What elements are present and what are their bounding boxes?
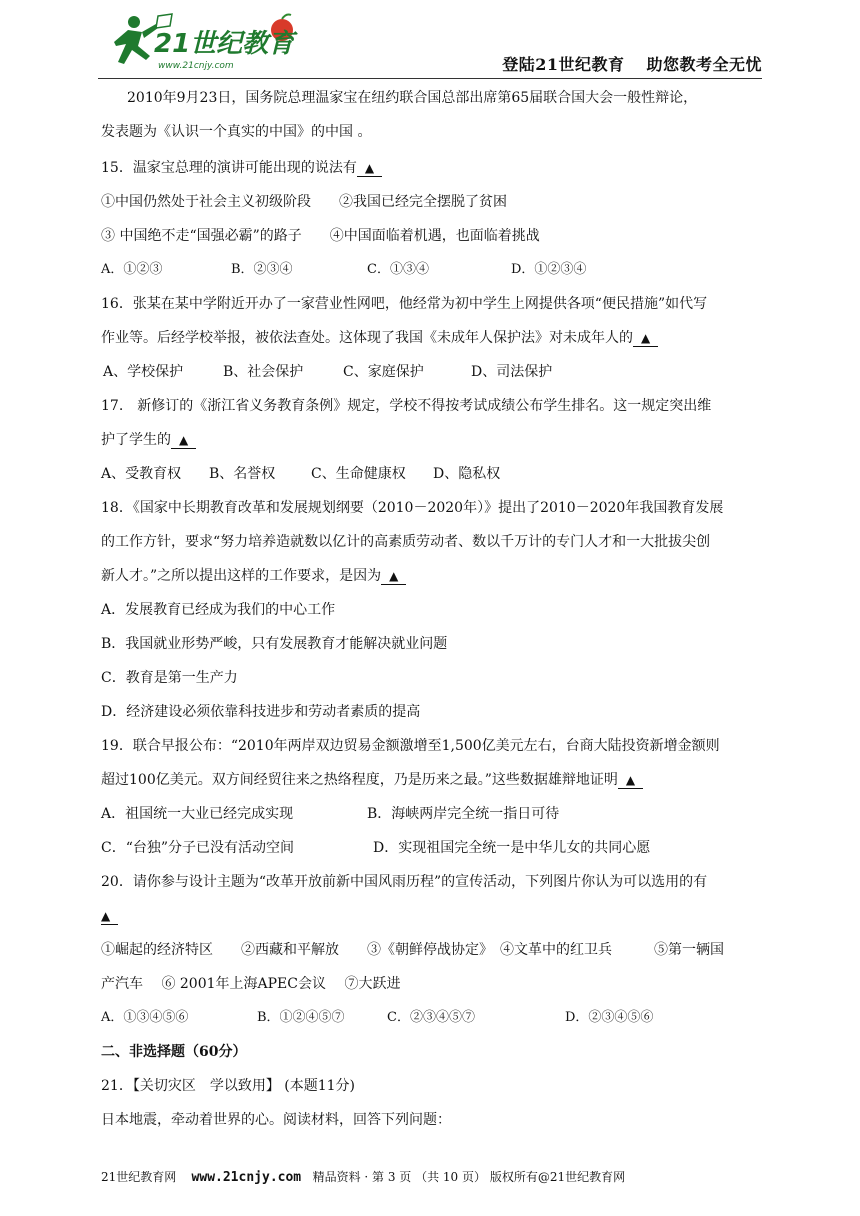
- q18-option-c: C．教育是第一生产力: [101, 670, 238, 686]
- page-footer: [101, 1168, 625, 1185]
- q19-line-2: 超过100亿美元。双方间经贸往来之热络程度，乃是历来之最。”这些数据雄辩地证明 ▲: [101, 770, 643, 790]
- answer-blank: ▲: [633, 330, 658, 347]
- q17-option-d: D、隐私权: [433, 466, 501, 482]
- q15-items-2: ③ 中国绝不走“国强必霸”的路子 ④中国面临着机遇，也面临着挑战: [101, 228, 540, 244]
- section-2-title: 二、非选择题（60分）: [101, 1044, 247, 1060]
- q17-option-a: A、受教育权: [101, 466, 182, 482]
- q19-option-a: A．祖国统一大业已经完成实现: [101, 806, 294, 822]
- q18-line-2: 的工作方针，要求“努力培养造就数以亿计的高素质劳动者、数以千万计的专门人才和一大批拔尖创: [101, 534, 711, 550]
- q18-option-b: B．我国就业形势严峻，只有发展教育才能解决就业问题: [101, 636, 448, 652]
- q15-option-b: B．②③④: [231, 262, 293, 277]
- q18-option-d: D．经济建设必须依靠科技进步和劳动者素质的提高: [101, 704, 421, 720]
- slogan-right: 助您教考全无忧: [646, 55, 762, 74]
- q16-option-c: C、家庭保护: [343, 364, 424, 380]
- q19-option-c: C．“台独”分子已没有活动空间: [101, 840, 295, 856]
- q20-option-a: A．①③④⑤⑥: [101, 1010, 189, 1025]
- flag-icon: [156, 14, 172, 28]
- q18-option-a: A．发展教育已经成为我们的中心工作: [101, 602, 336, 618]
- q15-items-1: ①中国仍然处于社会主义初级阶段 ②我国已经完全摆脱了贫困: [101, 194, 507, 210]
- q20-option-b: B．①②④⑤⑦: [257, 1010, 345, 1025]
- q16-line-2: 作业等。后经学校举报，被依法查处。这体现了我国《未成年人保护法》对未成年人的 ▲: [101, 328, 658, 348]
- q20-line-1: 20．请你参与设计主题为“改革开放前新中国风雨历程”的宣传活动，下列图片你认为可以选用的有: [101, 874, 708, 890]
- intro-line-1: 2010年9月23日，国务院总理温家宝在纽约联合国总部出席第65届联合国大会一般性辩论，: [127, 90, 698, 106]
- q20-option-d: D．②③④⑤⑥: [565, 1010, 654, 1025]
- q15-option-c: C．①③④: [367, 262, 429, 277]
- q17-line-2: 护了学生的 ▲: [101, 430, 196, 450]
- q20-items-1: ①崛起的经济特区 ②西藏和平解放 ③《朝鲜停战协定》 ④文革中的红卫兵 ⑤第一辆国: [101, 942, 724, 958]
- slogan-left: 登陆21世纪教育: [502, 55, 625, 74]
- q20-items-2: 产汽车 ⑥ 2001年上海APEC会议 ⑦大跃进: [101, 976, 401, 992]
- q19-option-b: B．海峡两岸完全统一指日可待: [367, 806, 560, 822]
- logo-text: 21世纪教育: [154, 29, 295, 59]
- answer-blank: ▲: [618, 772, 643, 789]
- q16-line-1: 16．张某在某中学附近开办了一家营业性网吧，他经常为初中学生上网提供各项“便民措施”如代写: [101, 296, 708, 312]
- header-slogan: [502, 52, 762, 75]
- page-header: [98, 8, 762, 78]
- answer-blank: ▲: [381, 568, 406, 585]
- q15-option-a: A．①②③: [101, 262, 163, 277]
- q17-option-b: B、名誉权: [209, 466, 276, 482]
- q20-option-c: C．②③④⑤⑦: [387, 1010, 475, 1025]
- q15-stem: 15．温家宝总理的演讲可能出现的说法有 ▲: [101, 158, 382, 178]
- q17-line-1: 17. 新修订的《浙江省义务教育条例》规定，学校不得按考试成绩公布学生排名。这一规定突出维: [101, 398, 712, 414]
- logo-url: www.21cnjy.com: [158, 61, 234, 71]
- q21-line-1: 日本地震，牵动着世界的心。阅读材料，回答下列问题：: [101, 1112, 451, 1128]
- header-divider: [98, 78, 762, 79]
- footer-site: 21世纪教育网: [101, 1170, 177, 1184]
- answer-blank: ▲: [171, 432, 196, 449]
- q16-option-d: D、司法保护: [471, 364, 553, 380]
- q19-option-d: D．实现祖国完全统一是中华儿女的共同心愿: [373, 840, 651, 856]
- q20-line-2: [101, 906, 118, 926]
- runner-icon: [114, 16, 158, 64]
- q19-line-1: 19．联合早报公布：“2010年两岸双边贸易金额激增至1,500亿美元左右，台商大陆投资新增金额则: [101, 738, 720, 754]
- 21cnjy-logo: [98, 10, 298, 76]
- q18-line-3: 新人才。”之所以提出这样的工作要求，是因为 ▲: [101, 566, 406, 586]
- intro-line-2: 发表题为《认识一个真实的中国》的中国 。: [101, 124, 372, 140]
- answer-blank: ▲: [357, 160, 382, 177]
- q15-option-d: D．①②③④: [511, 262, 587, 277]
- footer-url[interactable]: www.21cnjy.com: [191, 1170, 302, 1185]
- q18-line-1: 18．《国家中长期教育改革和发展规划纲要（2010－2020年）》提出了2010－2020年我国教育发展: [101, 500, 724, 516]
- q16-option-a: A、学校保护: [103, 364, 184, 380]
- q21-title: 21．【关切灾区 学以致用】 (本题11分): [101, 1078, 356, 1094]
- footer-page-info: 精品资料 · 第 3 页 （共 10 页） 版权所有@21世纪教育网: [312, 1170, 626, 1184]
- answer-blank: ▲: [101, 908, 118, 925]
- q16-option-b: B、社会保护: [223, 364, 304, 380]
- q17-option-c: C、生命健康权: [311, 466, 406, 482]
